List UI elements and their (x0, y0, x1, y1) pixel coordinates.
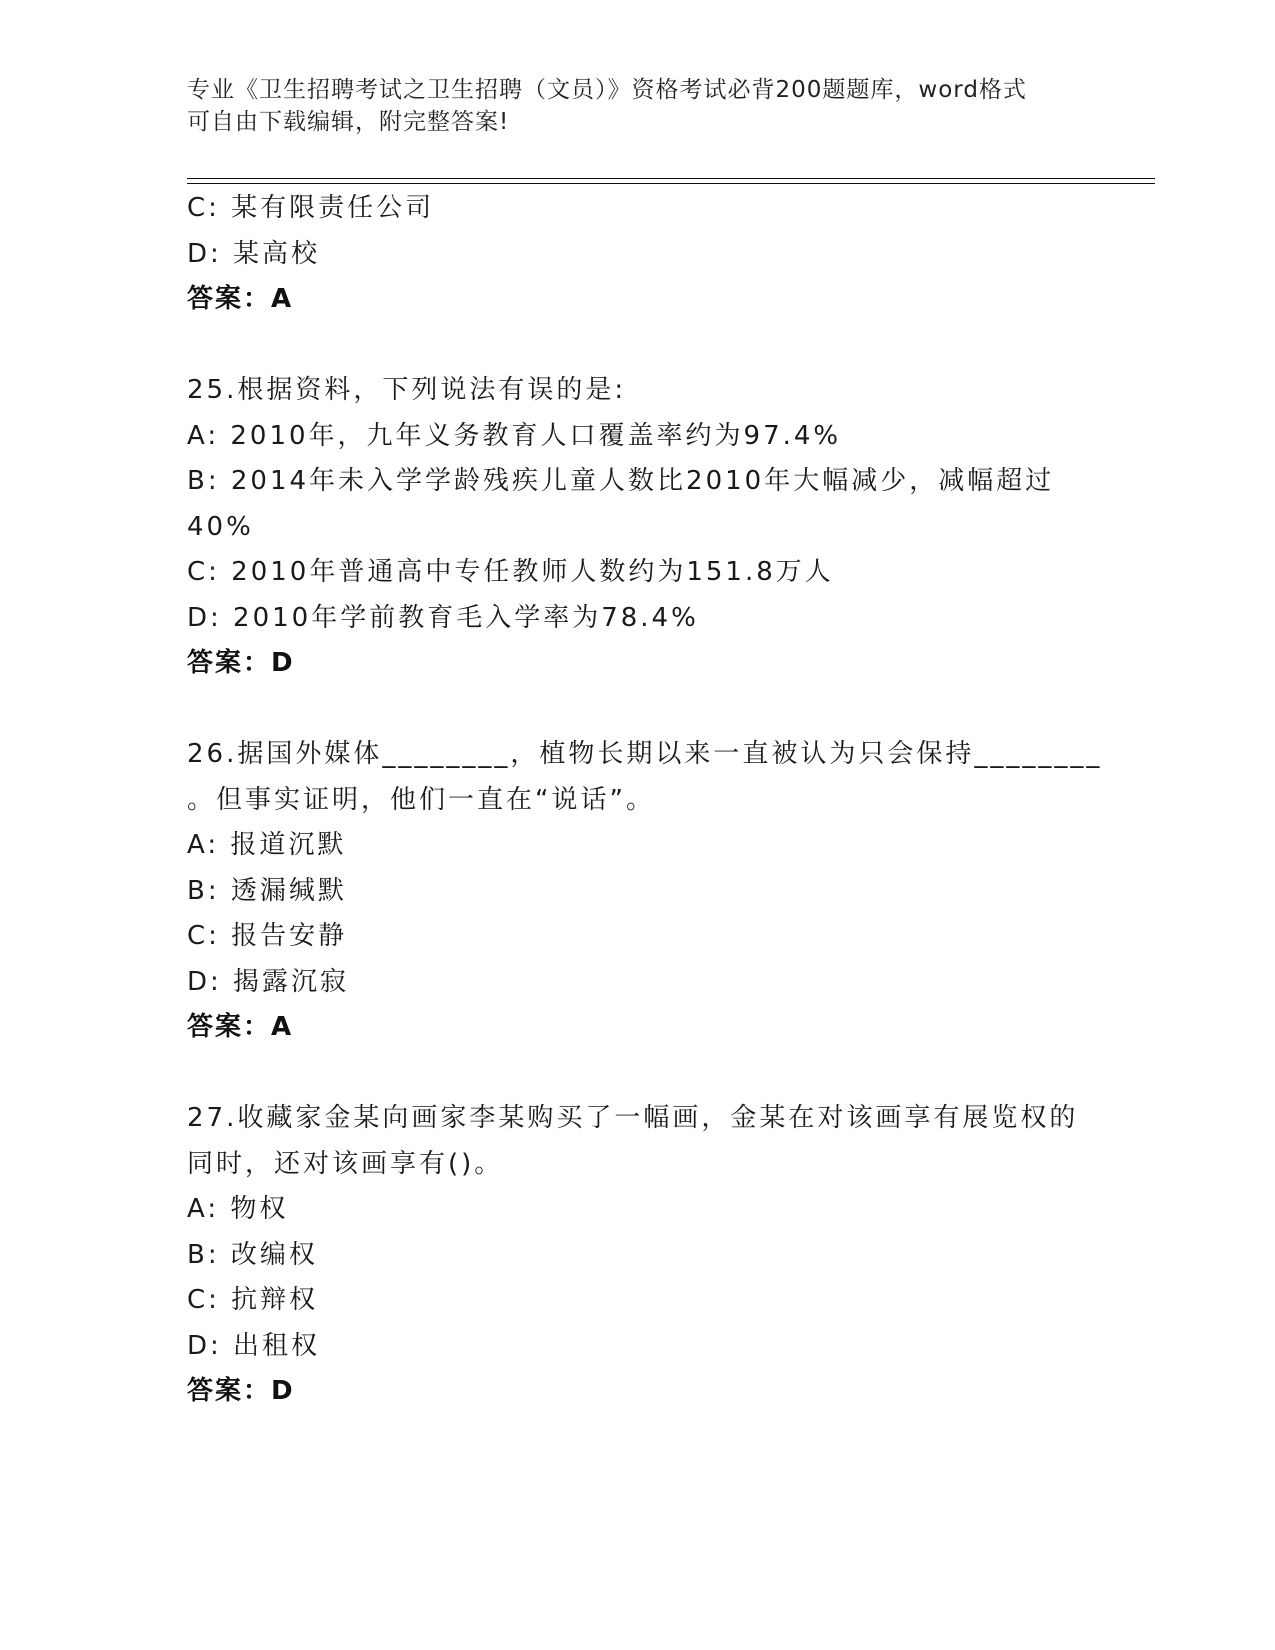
option-a: A: 报道沉默 (187, 830, 347, 860)
question-27 (187, 1096, 1087, 1415)
answer-line: 答案：D (187, 1376, 295, 1406)
question-25 (187, 368, 1087, 687)
header-title-line-1: 专业《卫生招聘考试之卫生招聘（文员）》资格考试必背200题题库，word格式 (187, 77, 1027, 103)
option-d: D: 出租权 (187, 1330, 321, 1361)
option-c: C: 某有限责任公司 (187, 193, 435, 223)
option-a: A: 物权 (187, 1194, 289, 1224)
question-text-line-1: 27.收藏家金某向画家李某购买了一幅画，金某在对该画享有展览权的 (187, 1103, 1079, 1133)
option-d: D: 2010年学前教育毛入学率为78.4% (187, 602, 699, 633)
option-b-line-2: 40% (187, 511, 254, 542)
option-c: C: 2010年普通高中专任教师人数约为151.8万人 (187, 557, 834, 587)
previous-question-tail (187, 186, 1087, 323)
option-a: A: 2010年，九年义务教育人口覆盖率约为97.4% (187, 420, 842, 451)
header-divider-bottom (187, 183, 1155, 184)
option-d: D: 某高校 (187, 238, 321, 269)
spacer (187, 1051, 1087, 1097)
question-26 (187, 732, 1103, 1051)
option-b-line-1: B: 2014年未入学学龄残疾儿童人数比2010年大幅减少，减幅超过 (187, 466, 1055, 496)
document-header (187, 74, 1067, 138)
question-text-line-1: 26.据国外媒体________，植物长期以来一直被认为只会保持________ (187, 739, 1103, 769)
answer-line: 答案：D (187, 648, 295, 678)
document-body (187, 186, 1103, 1415)
question-text-line-2: 。但事实证明，他们一直在“说话”。 (187, 784, 655, 815)
option-d: D: 揭露沉寂 (187, 966, 350, 997)
header-title-line-2: 可自由下载编辑，附完整答案! (187, 109, 510, 135)
spacer (187, 687, 1087, 733)
header-divider-top (187, 178, 1155, 179)
spacer (187, 323, 1087, 369)
option-c: C: 报告安静 (187, 921, 348, 951)
question-text-line-2: 同时，还对该画享有()。 (187, 1148, 504, 1179)
option-b: B: 改编权 (187, 1239, 318, 1270)
question-text: 25.根据资料，下列说法有误的是: (187, 375, 627, 405)
answer-line: 答案：A (187, 1012, 294, 1042)
answer-line: 答案：A (187, 284, 294, 314)
option-c: C: 抗辩权 (187, 1285, 319, 1315)
option-b: B: 透漏缄默 (187, 875, 347, 906)
